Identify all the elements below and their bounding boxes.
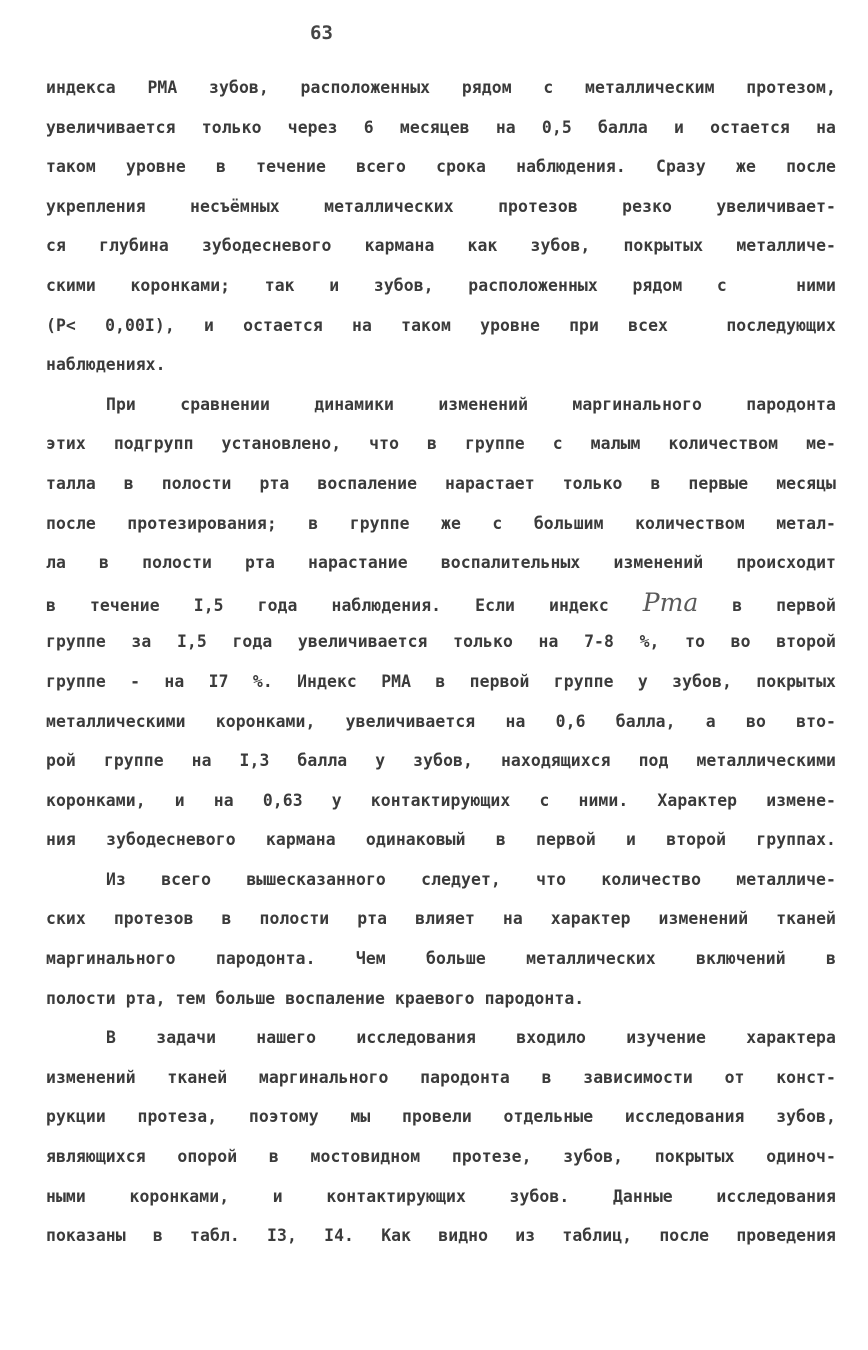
text-line: показаны в табл. I3, I4. Как видно из таблиц, после проведения (46, 1226, 836, 1246)
text-line: этих подгрупп установлено, что в группе с малым количеством ме- (46, 434, 836, 454)
text-line: талла в полости рта воспаление нарастает только в первые месяцы (46, 473, 836, 493)
handwritten-index: Pma (642, 587, 699, 617)
text-line: рукции протеза, поэтому мы провели отдельные исследования зубов, (46, 1107, 836, 1127)
text-line: маргинального пародонта. Чем больше металлических включений в (46, 949, 836, 969)
text-line-with-handwriting (46, 583, 836, 623)
text-line: ся глубина зубодесневого кармана как зубов, покрытых металличе- (46, 236, 836, 256)
page-number: 63 (310, 22, 333, 44)
text-segment: в течение I,5 года наблюдения. Если индекс (46, 595, 643, 615)
text-line: полости рта, тем больше воспаление краевого пародонта. (46, 988, 585, 1008)
paragraph-first-line: В задачи нашего исследования входило изучение характера (106, 1028, 836, 1048)
text-line: индекса РМА зубов, расположенных рядом с металлическим протезом, (46, 78, 836, 97)
text-line: группе за I,5 года увеличивается только на 7-8 %, то во второй (46, 632, 836, 652)
text-line: металлическими коронками, увеличивается на 0,6 балла, а во вто- (46, 711, 836, 731)
text-line: ла в полости рта нарастание воспалительных изменений происходит (46, 553, 836, 573)
text-line: после протезирования; в группе же с большим количеством метал- (46, 513, 836, 533)
text-line: укрепления несъёмных металлических протезов резко увеличивает- (46, 196, 836, 216)
text-line: коронками, и на 0,63 у контактирующих с ними. Характер измене- (46, 790, 836, 810)
text-line: изменений тканей маргинального пародонта в зависимости от конст- (46, 1067, 836, 1087)
text-line: таком уровне в течение всего срока наблюдения. Сразу же после (46, 157, 836, 177)
text-line: являющихся опорой в мостовидном протезе, зубов, покрытых одиноч- (46, 1147, 836, 1167)
body-text (46, 68, 836, 1256)
text-line: увеличивается только через 6 месяцев на 0,5 балла и остается на (46, 117, 836, 137)
text-line: наблюдениях. (46, 355, 166, 375)
text-line: скими коронками; так и зубов, расположенных рядом с ними (46, 275, 836, 295)
text-line: (Р< 0,00I), и остается на таком уровне при всех последующих (46, 315, 836, 335)
text-line: ными коронками, и контактирующих зубов. Данные исследования (46, 1186, 836, 1206)
paragraph-first-line: Из всего вышесказанного следует, что количество металличе- (106, 869, 836, 889)
paragraph-first-line: При сравнении динамики изменений маргинального пародонта (106, 394, 836, 414)
text-line: группе - на I7 %. Индекс РМА в первой группе у зубов, покрытых (46, 671, 836, 691)
text-line: ских протезов в полости рта влияет на характер изменений тканей (46, 909, 836, 929)
text-line: рой группе на I,3 балла у зубов, находящихся под металлическими (46, 751, 836, 771)
text-line: ния зубодесневого кармана одинаковый в первой и второй группах. (46, 830, 836, 850)
text-segment: в первой (698, 595, 836, 615)
